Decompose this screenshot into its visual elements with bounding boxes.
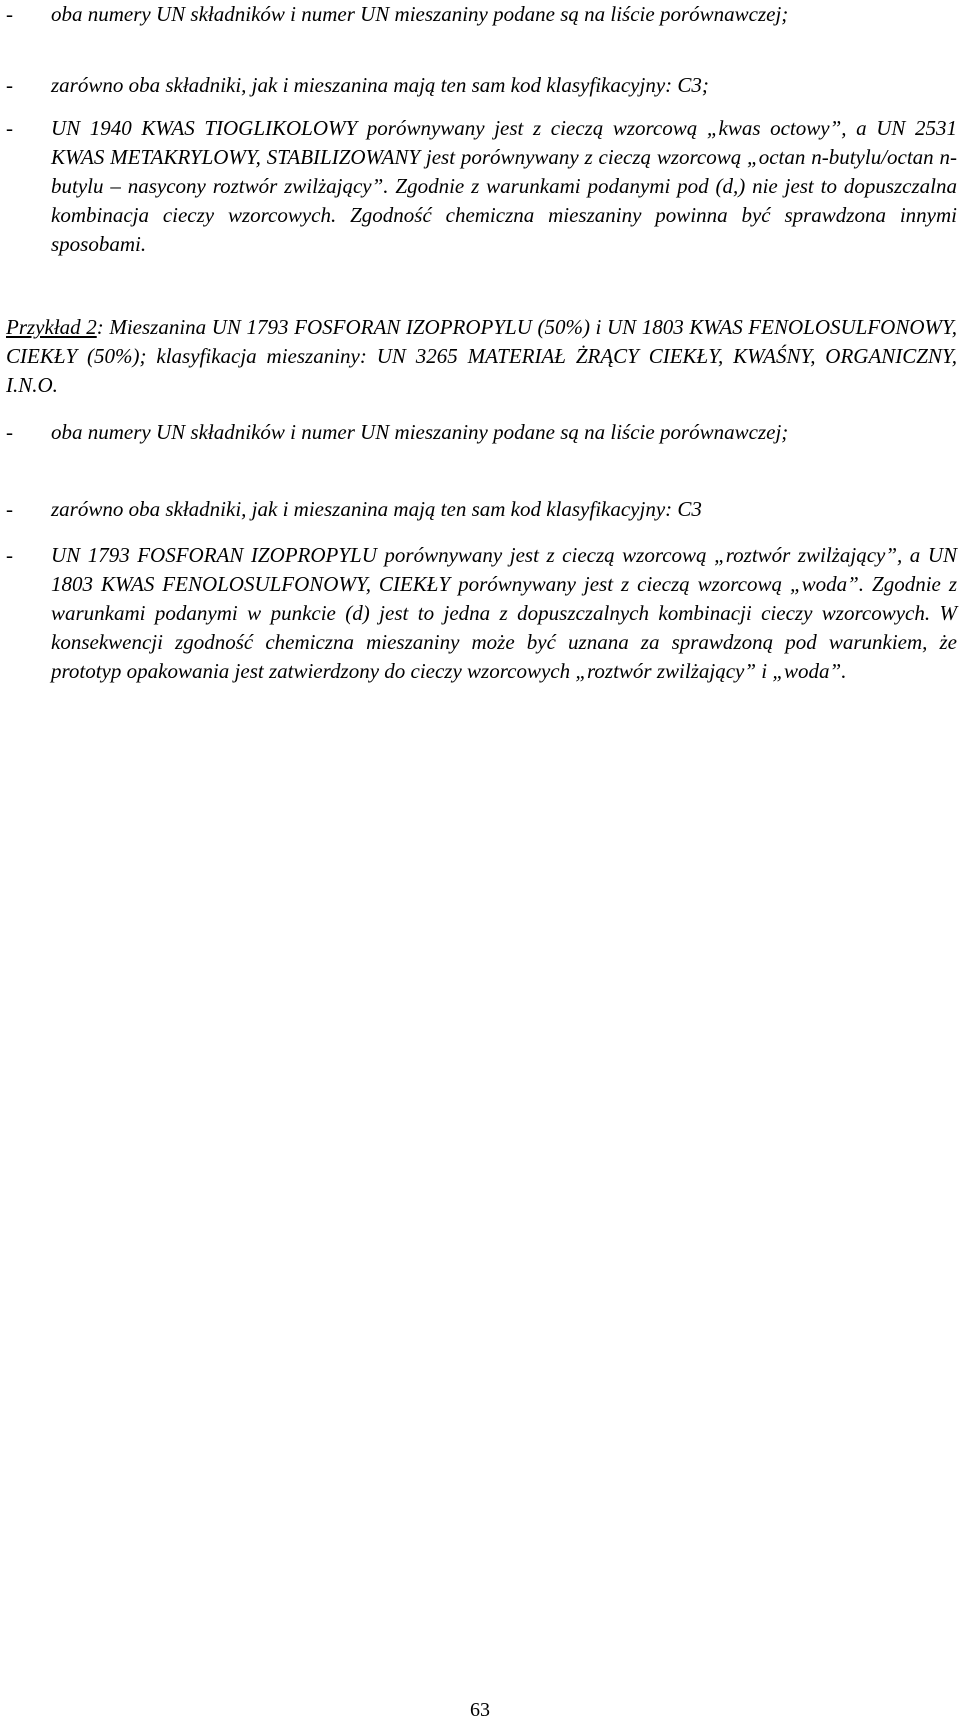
example-text: : Mieszanina UN 1793 FOSFORAN IZOPROPYLU (50%) i UN 1803 KWAS FENOLOSULFONOWY, CIEKŁY (50%); klasyfikacja mieszaniny: UN 3265 MATERIAŁ ŻRĄCY CIEKŁY, KWAŚNY, ORGANICZNY, I.N.O. <box>6 315 957 397</box>
list-dash: - <box>6 497 13 521</box>
example-paragraph <box>6 313 957 400</box>
example-label: Przykład 2 <box>6 315 97 339</box>
list-item-text: oba numery UN składników i numer UN mieszaniny podane są na liście porównawczej; <box>51 2 789 26</box>
list-item-text: UN 1940 KWAS TIOGLIKOLOWY porównywany jest z cieczą wzorcową „kwas octowy”, a UN 2531 KWAS METAKRYLOWY, STABILIZOWANY jest porównywany z cieczą wzorcową „octan n-butylu/octan n-butylu – nasycony roztwór zwilżający”. Zgodnie z warunkami podanymi pod (d,) nie jest to dopuszczalna kombinacja cieczy wzorcowych. Zgodność chemiczna mieszaniny powinna być sprawdzona innymi sposobami. <box>51 116 957 256</box>
list-dash: - <box>6 543 13 567</box>
list-dash: - <box>6 420 13 444</box>
page-number: 63 <box>470 1699 490 1721</box>
list-dash: - <box>6 116 13 140</box>
list-item-text: zarówno oba składniki, jak i mieszanina mają ten sam kod klasyfikacyjny: C3; <box>51 73 709 97</box>
list-item-text: UN 1793 FOSFORAN IZOPROPYLU porównywany jest z cieczą wzorcową „roztwór zwilżający”, a UN 1803 KWAS FENOLOSULFONOWY, CIEKŁY porównywany jest z cieczą wzorcową „woda”. Zgodnie z warunkami podanymi w punkcie (d) jest to jedna z dopuszczalnych kombinacji cieczy wzorcowych. W konsekwencji zgodność chemiczna mieszaniny może być uznana za sprawdzoną pod warunkiem, że prototyp opakowania jest zatwierdzony do cieczy wzorcowych „roztwór zwilżający” i „woda”. <box>51 543 957 683</box>
list-item-text: zarówno oba składniki, jak i mieszanina mają ten sam kod klasyfikacyjny: C3 <box>51 497 702 521</box>
list-item-text: oba numery UN składników i numer UN mieszaniny podane są na liście porównawczej; <box>51 420 789 444</box>
list-dash: - <box>6 2 13 26</box>
list-dash: - <box>6 73 13 97</box>
